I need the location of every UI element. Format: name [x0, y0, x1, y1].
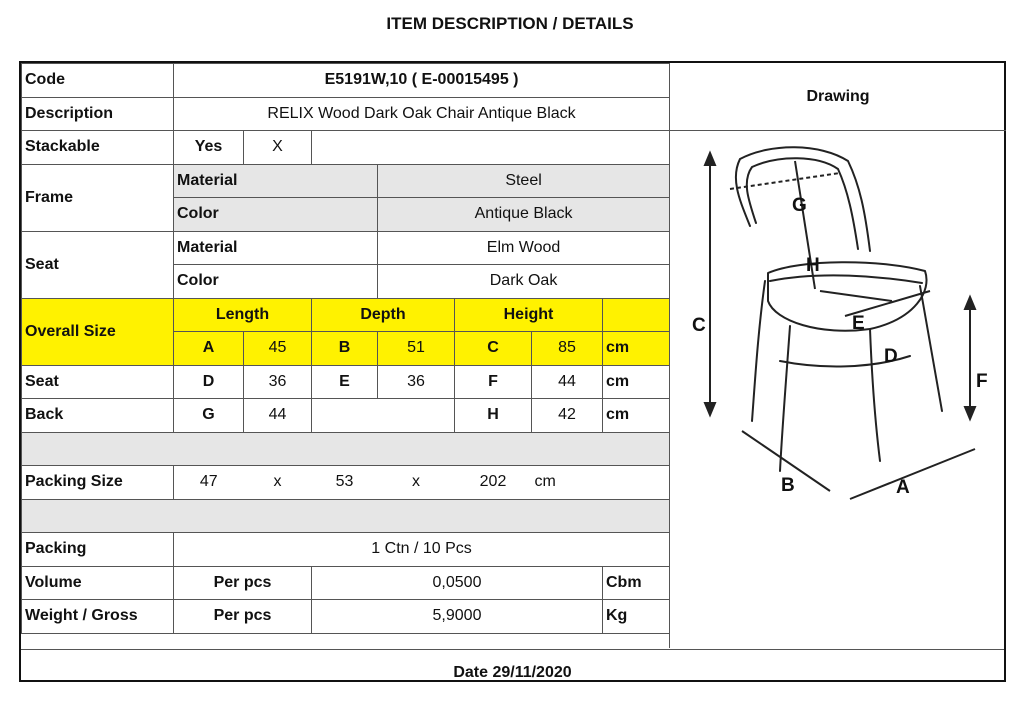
- row-description: [22, 97, 670, 131]
- seat-e-value: 36: [378, 365, 455, 399]
- row-stackable: [22, 131, 670, 165]
- seat-f-value: 44: [532, 365, 603, 399]
- volume-per: Per pcs: [174, 566, 312, 600]
- grey-spacer: [22, 499, 670, 533]
- seat-e: E: [312, 365, 378, 399]
- dim-line-e: [820, 291, 892, 301]
- back-dims-label: Back: [22, 399, 174, 433]
- volume-unit: Cbm: [603, 566, 670, 600]
- drawing-letter-b: B: [781, 475, 795, 496]
- dim-arrow-f-top: [965, 297, 975, 309]
- weight-label: Weight / Gross: [22, 600, 174, 634]
- drawing-letter-a: A: [896, 477, 910, 498]
- row-code: [22, 64, 670, 98]
- height-label: Height: [455, 298, 603, 332]
- code-label: Code: [22, 64, 174, 98]
- frame-material-value: Steel: [378, 164, 670, 198]
- back-unit: cm: [603, 399, 670, 433]
- stackable-yes: Yes: [174, 131, 244, 165]
- weight-per: Per pcs: [174, 600, 312, 634]
- row-grey-spacer-1: [22, 432, 670, 466]
- packing-size-label: Packing Size: [22, 466, 174, 500]
- depth-label: Depth: [312, 298, 455, 332]
- packing-size-x2: x: [378, 466, 455, 500]
- row-packing: [22, 533, 670, 567]
- overall-a: A: [174, 332, 244, 366]
- seat-d-value: 36: [244, 365, 312, 399]
- overall-b: B: [312, 332, 378, 366]
- stackable-label: Stackable: [22, 131, 174, 165]
- weight-value: 5,9000: [312, 600, 603, 634]
- packing-size-height: 202: [455, 466, 532, 500]
- volume-label: Volume: [22, 566, 174, 600]
- drawing-letter-f: F: [976, 371, 988, 392]
- seat-dims-label: Seat: [22, 365, 174, 399]
- row-weight: [22, 600, 670, 634]
- seat-material-value: Elm Wood: [378, 231, 670, 265]
- spec-sheet: [19, 61, 1006, 682]
- frame-label: Frame: [22, 164, 174, 231]
- back-g-value: 44: [244, 399, 312, 433]
- description-value: RELIX Wood Dark Oak Chair Antique Black: [174, 97, 670, 131]
- row-overall-head: [22, 298, 670, 332]
- packing-size-unit: cm: [532, 466, 603, 500]
- seat-material-label: Material: [174, 231, 378, 265]
- chair-back-leg-right: [920, 286, 942, 411]
- dim-arrow-c-bottom: [705, 403, 715, 415]
- grey-spacer: [22, 432, 670, 466]
- description-label: Description: [22, 97, 174, 131]
- chair-seat: [768, 262, 927, 331]
- row-frame-material: [22, 164, 670, 198]
- length-label: Length: [174, 298, 312, 332]
- overall-a-value: 45: [244, 332, 312, 366]
- row-packing-size: [22, 466, 670, 500]
- frame-color-label: Color: [174, 198, 378, 232]
- row-seat-material: [22, 231, 670, 265]
- dim-arrow-f-bottom: [965, 407, 975, 419]
- overall-label: Overall Size: [22, 298, 174, 365]
- seat-f: F: [455, 365, 532, 399]
- date-row: [21, 649, 1004, 682]
- row-volume: [22, 566, 670, 600]
- chair-front-leg-left: [780, 326, 790, 471]
- packing-size-length: 47: [174, 466, 244, 500]
- packing-value: 1 Ctn / 10 Pcs: [174, 533, 670, 567]
- weight-unit: Kg: [603, 600, 670, 634]
- chair-front-leg-right: [870, 329, 880, 461]
- packing-size-x1: x: [244, 466, 312, 500]
- volume-value: 0,0500: [312, 566, 603, 600]
- chair-back-leg-left: [752, 281, 765, 421]
- dim-arrow-c-top: [705, 153, 715, 165]
- seat-color-label: Color: [174, 265, 378, 299]
- overall-head-empty: [603, 298, 670, 332]
- overall-unit: cm: [603, 332, 670, 366]
- spec-table: [21, 63, 670, 634]
- packing-size-empty: [603, 466, 670, 500]
- stackable-mark: X: [244, 131, 312, 165]
- code-value: E5191W,10 ( E-00015495 ): [174, 64, 670, 98]
- stackable-empty: [312, 131, 670, 165]
- back-empty: [312, 399, 455, 433]
- back-g: G: [174, 399, 244, 433]
- drawing-letter-g: G: [792, 195, 807, 216]
- dim-line-a: [850, 449, 975, 499]
- packing-label: Packing: [22, 533, 174, 567]
- row-grey-spacer-2: [22, 499, 670, 533]
- chair-drawing: [670, 131, 1007, 648]
- drawing-letter-h: H: [806, 255, 820, 276]
- seat-d: D: [174, 365, 244, 399]
- row-seat-dims: [22, 365, 670, 399]
- row-back-dims: [22, 399, 670, 433]
- drawing-letter-c: C: [692, 315, 706, 336]
- seat-spec-label: Seat: [22, 231, 174, 298]
- drawing-letter-d: D: [884, 346, 898, 367]
- drawing-area: [669, 131, 1006, 648]
- seat-color-value: Dark Oak: [378, 265, 670, 299]
- page-title: ITEM DESCRIPTION / DETAILS: [386, 14, 634, 33]
- drawing-letter-e: E: [852, 313, 865, 334]
- overall-b-value: 51: [378, 332, 455, 366]
- date-text: Date 29/11/2020: [453, 664, 572, 681]
- overall-c: C: [455, 332, 532, 366]
- frame-color-value: Antique Black: [378, 198, 670, 232]
- back-h: H: [455, 399, 532, 433]
- seat-unit: cm: [603, 365, 670, 399]
- frame-material-label: Material: [174, 164, 378, 198]
- drawing-header: Drawing: [669, 63, 1006, 131]
- packing-size-width: 53: [312, 466, 378, 500]
- chair-seat-edge: [770, 275, 922, 283]
- overall-c-value: 85: [532, 332, 603, 366]
- back-h-value: 42: [532, 399, 603, 433]
